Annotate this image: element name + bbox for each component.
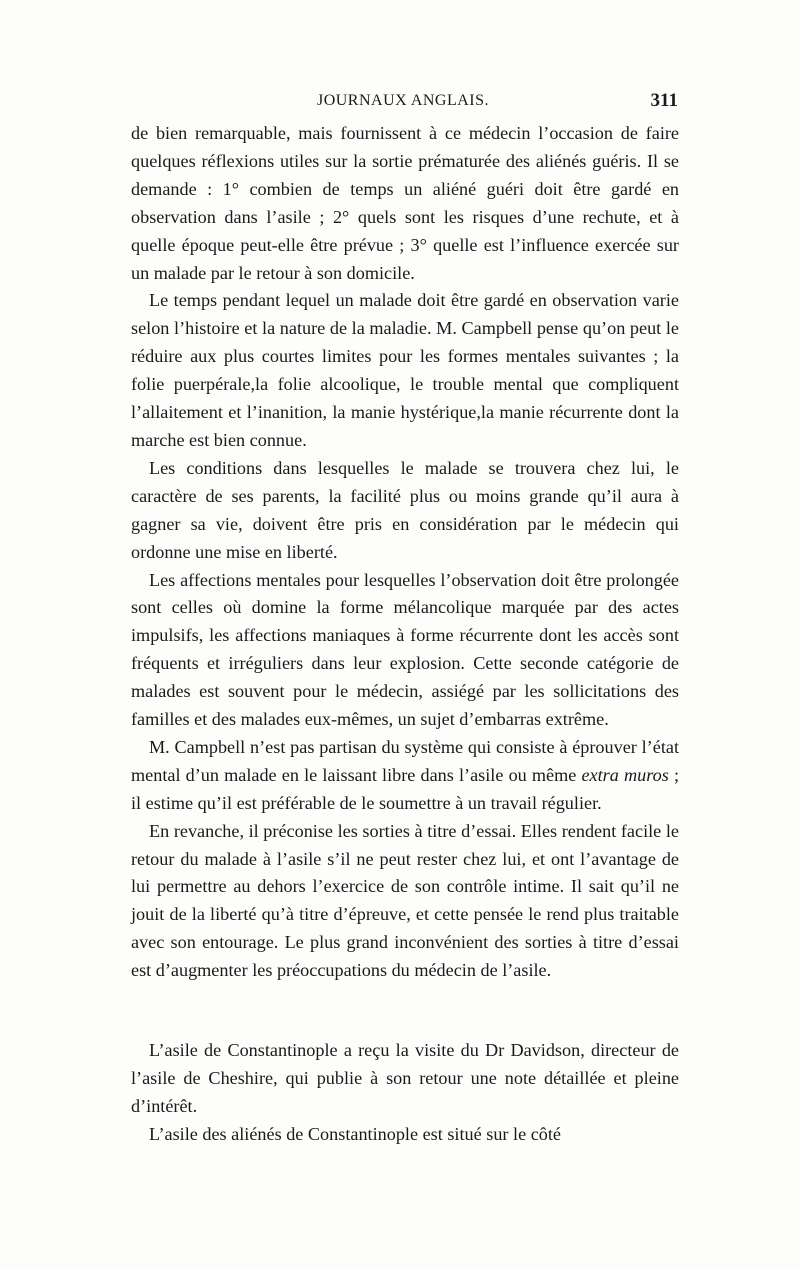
paragraph-5 [131, 734, 679, 818]
paragraph-2: Le temps pendant lequel un malade doit être gardé en observation varie selon l’histoire et la nature de la maladie. M. Campbell pense qu’on peut le réduire aux plus courtes limites pour les formes mentales suivantes ; la folie puerpérale,la folie alcoolique, le trouble mental que compliquent l’allaitement et l’inanition, la manie hystérique,la manie récurrente dont la marche est bien connue. [131, 290, 679, 450]
paragraph-3: Les conditions dans lesquelles le malade se trouvera chez lui, le caractère de ses parents, la facilité plus ou moins grande qu’il aura à gagner sa vie, doivent être pris en considération par le médecin qui ordonne une mise en liberté. [131, 457, 679, 562]
page-number: 311 [650, 90, 678, 111]
paragraph-1: de bien remarquable, mais fournissent à ce médecin l’occasion de faire quelques réflexions utiles sur la sortie prématurée des aliénés guéris. Il se demande : 1° combien de temps un aliéné guéri doit être gardé en observation dans l’asile ; 2° quels sont les risques d’une rechute, et à quelle époque peut-elle être prévue ; 3° quelle est l’influence exercée sur un malade par le retour à son domicile. [131, 123, 679, 283]
section-gap [131, 985, 679, 1037]
paragraph-5-italic: extra muros [581, 764, 669, 785]
paragraph-7: L’asile de Constantinople a reçu la visite du Dr Davidson, directeur de l’asile de Cheshire, qui publie à son retour une note détaillée et pleine d’intérêt. [131, 1040, 679, 1116]
paragraph-5-text-b: ; il estime qu’il est préférable de le soumettre à un travail régulier. [131, 764, 680, 813]
paragraph-8: L’asile des aliénés de Constantinople est situé sur le côté [149, 1123, 561, 1144]
running-head: JOURNAUX ANGLAIS. [316, 92, 490, 109]
page-header [128, 92, 678, 116]
paragraph-4: Les affections mentales pour lesquelles l’observation doit être prolongée sont celles où domine la forme mélancolique marquée par des actes impulsifs, les affections maniaques à forme récurrente dont les accès sont fréquents et irréguliers dans leur explosion. Cette seconde catégorie de malades est souvent pour le médecin, assiégé par les sollicitations des familles et des malades eux-mêmes, un sujet d’embarras extrême. [131, 569, 679, 730]
paragraph-6: En revanche, il préconise les sorties à titre d’essai. Elles rendent facile le retour du malade à l’asile s’il ne peut rester chez lui, et ont l’avantage de lui permettre au dehors l’exercice de son contrôle intime. Il sait qu’il ne jouit de la liberté qu’à titre d’épreuve, et cette pensée le rend plus traitable avec son entourage. Le plus grand inconvénient des sorties à titre d’essai est d’augmenter les préoccupations du médecin de l’asile. [131, 820, 679, 981]
paragraph-5-text-a: M. Campbell n’est pas partisan du système qui consiste à éprouver l’état mental d’un malade en le laissant libre dans l’asile ou même [131, 736, 679, 785]
body-text [131, 120, 679, 1149]
